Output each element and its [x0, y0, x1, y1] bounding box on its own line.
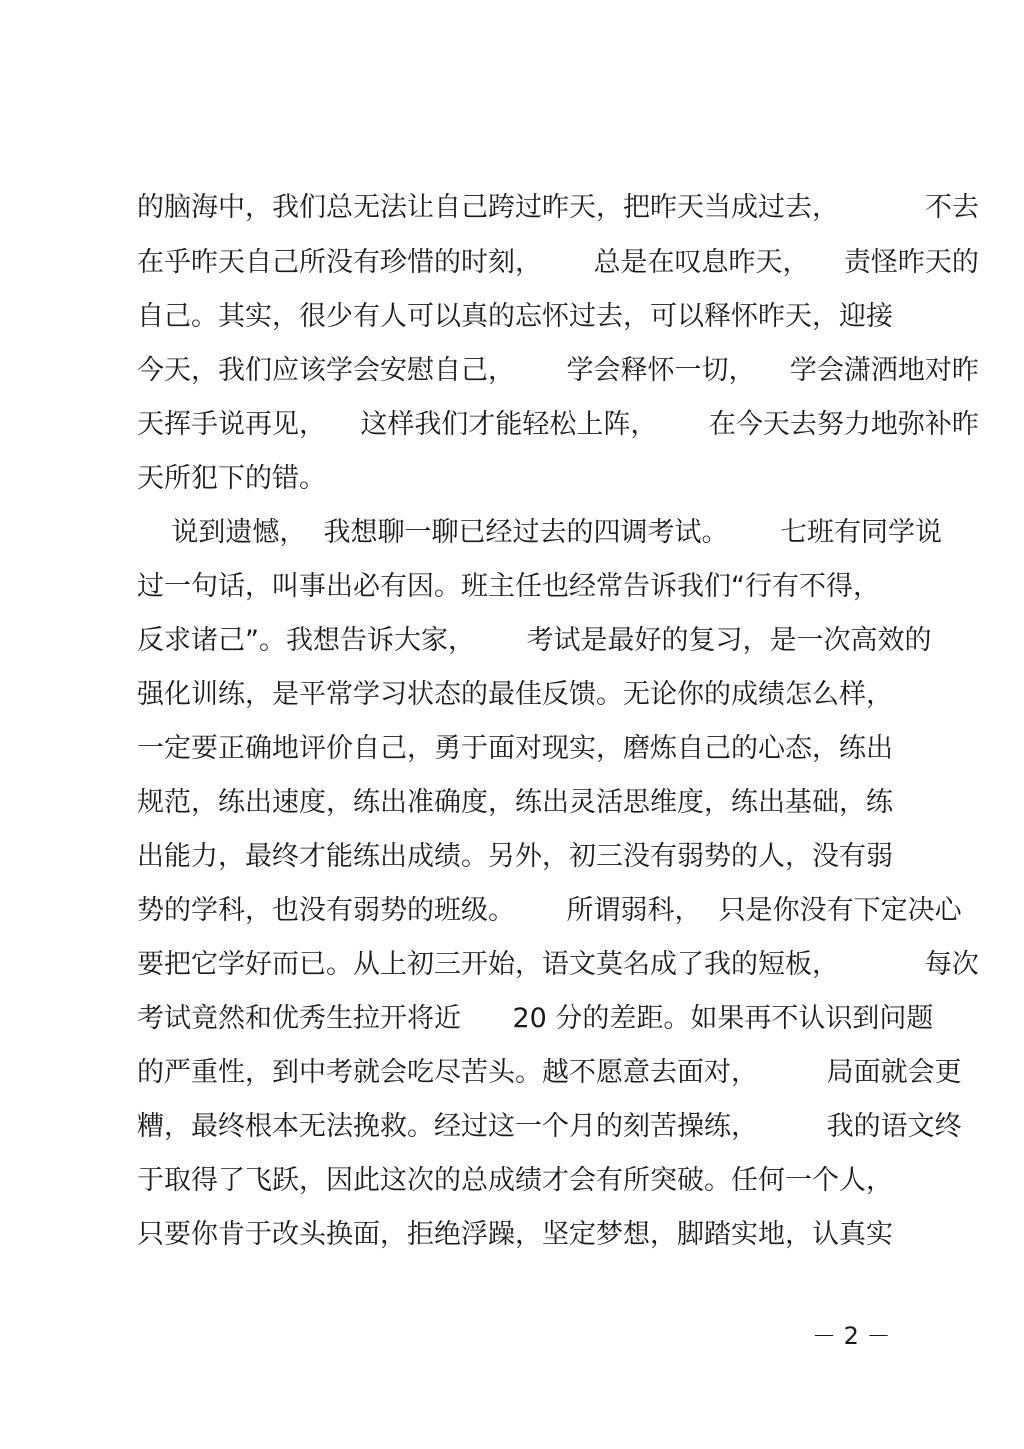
- text-line: 考试竟然和优秀生拉开将近 20 分的差距。如果再不认识到问题: [137, 1003, 934, 1034]
- text-line: 在乎昨天自己所没有珍惜的时刻， 总是在叹息昨天， 责怪昨天的: [137, 247, 979, 278]
- text-line: 天所犯下的错。: [137, 463, 326, 494]
- text-line: 的脑海中，我们总无法让自己跨过昨天，把昨天当成过去， 不去: [137, 192, 979, 223]
- text-line: 自己。其实，很少有人可以真的忘怀过去，可以释怀昨天，迎接: [137, 301, 893, 332]
- text-line: 出能力，最终才能练出成绩。另外，初三没有弱势的人，没有弱: [137, 841, 893, 872]
- text-line: 说到遗憾， 我想聊一聊已经过去的四调考试。 七班有同学说: [137, 517, 942, 548]
- text-line: 反求诸己”。我想告诉大家， 考试是最好的复习，是一次高效的: [137, 625, 932, 656]
- text-line: 一定要正确地评价自己，勇于面对现实，磨炼自己的心态，练出: [137, 733, 893, 764]
- text-line: 糟，最终根本无法挽救。经过这一个月的刻苦操练， 我的语文终: [137, 1111, 962, 1142]
- text-line: 只要你肯于改头换面，拒绝浮躁，坚定梦想，脚踏实地，认真实: [137, 1219, 893, 1250]
- text-line: 过一句话，叫事出必有因。班主任也经常告诉我们“行有不得，: [137, 571, 880, 602]
- text-line: 的严重性，到中考就会吃尽苦头。越不愿意去面对， 局面就会更: [137, 1057, 962, 1088]
- page-number: － 2 －: [812, 1322, 891, 1350]
- text-line: 今天，我们应该学会安慰自己， 学会释怀一切， 学会潇洒地对昨: [137, 355, 979, 386]
- text-line: 于取得了飞跃，因此这次的总成绩才会有所突破。任何一个人，: [137, 1165, 893, 1196]
- text-line: 天挥手说再见， 这样我们才能轻松上阵， 在今天去努力地弥补昨: [137, 409, 979, 440]
- text-line: 强化训练，是平常学习状态的最佳反馈。无论你的成绩怎么样，: [137, 679, 893, 710]
- text-line: 要把它学好而已。从上初三开始，语文莫名成了我的短板， 每次: [137, 949, 979, 980]
- text-line: 规范，练出速度，练出准确度，练出灵活思维度，练出基础，练: [137, 787, 893, 818]
- text-line: 势的学科，也没有弱势的班级。 所谓弱科， 只是你没有下定决心: [137, 895, 962, 926]
